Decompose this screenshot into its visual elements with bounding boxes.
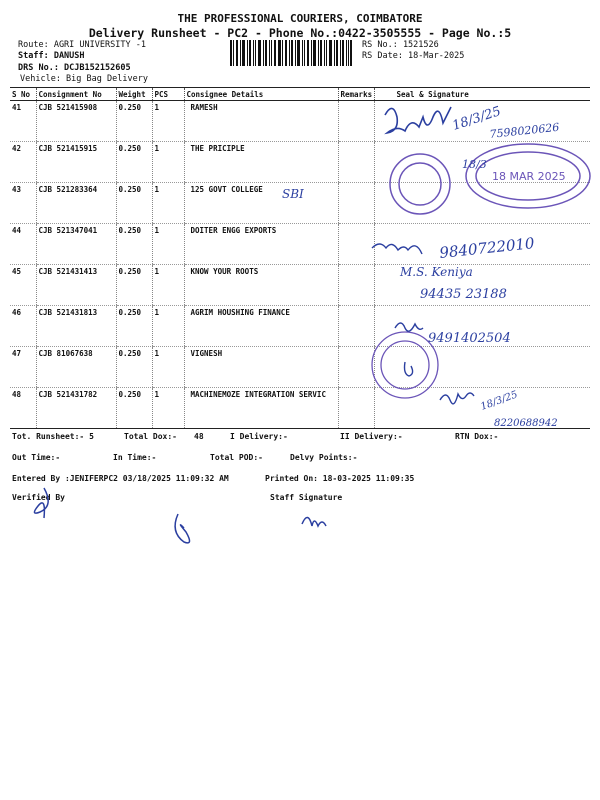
cell-sno: 45 xyxy=(10,265,36,306)
signature-row47 xyxy=(405,362,413,376)
cell-sno: 46 xyxy=(10,306,36,347)
hw-row46-phone: 9491402504 xyxy=(428,331,511,346)
total-dox-label: Total Dox:- xyxy=(124,432,177,441)
cell-pcs: 1 xyxy=(152,265,184,306)
cell-consignment: CJB 521347041 xyxy=(36,224,116,265)
cell-weight: 0.250 xyxy=(116,265,152,306)
col-weight: Weight xyxy=(116,88,152,101)
footer-signatures xyxy=(0,480,600,560)
hw-row48-date: 18/3/25 xyxy=(479,389,520,413)
cell-pcs: 1 xyxy=(152,142,184,183)
cell-pcs: 1 xyxy=(152,388,184,429)
hw-row42-date: 18/3 xyxy=(462,158,487,171)
cell-consignee: KNOW YOUR ROOTS xyxy=(184,265,338,306)
signature-row48 xyxy=(440,393,474,404)
cell-pcs: 1 xyxy=(152,183,184,224)
cell-sno: 41 xyxy=(10,101,36,142)
col-sno: S No xyxy=(10,88,36,101)
rs-date: RS Date: 18-Mar-2025 xyxy=(362,51,465,61)
cell-sno: 42 xyxy=(10,142,36,183)
cell-consignment: CJB 81067638 xyxy=(36,347,116,388)
verified-by-label: Verified By xyxy=(12,493,65,502)
verified-signature xyxy=(34,488,48,518)
col-consignment: Consignment No xyxy=(36,88,116,101)
verified-signature-2 xyxy=(175,514,189,543)
rs-number: RS No.: 1521526 xyxy=(362,40,439,50)
cell-pcs: 1 xyxy=(152,101,184,142)
staff-label: Staff: DANUSH xyxy=(18,51,85,61)
cell-consignment: CJB 521283364 xyxy=(36,183,116,224)
signature-row45 xyxy=(372,244,422,254)
vehicle-label: Vehicle: Big Bag Delivery xyxy=(20,74,148,84)
total-pod: Total POD:- xyxy=(210,453,263,462)
signature-row46 xyxy=(395,323,423,331)
cell-consignee: 125 GOVT COLLEGE xyxy=(184,183,338,224)
total-dox-value: 48 xyxy=(194,432,204,441)
cell-weight: 0.250 xyxy=(116,142,152,183)
hw-row44-phone: 9840722010 xyxy=(438,234,536,262)
out-time: Out Time:- xyxy=(12,453,61,462)
staff-signature xyxy=(302,517,326,526)
cell-consignment: CJB 521431413 xyxy=(36,265,116,306)
entered-by: Entered By :JENIFERPC2 03/18/2025 11:09:32 AM xyxy=(12,474,229,483)
cell-consignee: MACHINEMOZE INTEGRATION SERVIC xyxy=(184,388,338,429)
drs-number: DRS No.: DCJB152152605 xyxy=(18,63,131,73)
cell-sno: 47 xyxy=(10,347,36,388)
cell-weight: 0.250 xyxy=(116,224,152,265)
cell-consignee: VIGNESH xyxy=(184,347,338,388)
delvy-points: Delvy Points:- xyxy=(290,453,358,462)
ii-delivery: II Delivery:- xyxy=(340,432,403,441)
hw-row41-date: 18/3/25 xyxy=(450,104,503,134)
i-delivery: I Delivery:- xyxy=(230,432,288,441)
runsheet-subtitle: Delivery Runsheet - PC2 - Phone No.:0422-3505555 - Page No.:5 xyxy=(88,26,512,40)
cell-consignment: CJB 521431782 xyxy=(36,388,116,429)
cell-weight: 0.250 xyxy=(116,101,152,142)
cell-consignment: CJB 521431813 xyxy=(36,306,116,347)
cell-consignee: RAMESH xyxy=(184,101,338,142)
company-name: THE PROFESSIONAL COURIERS, COIMBATORE xyxy=(177,12,423,25)
signature-row41 xyxy=(385,107,451,133)
cell-consignment: CJB 521415908 xyxy=(36,101,116,142)
col-consignee: Consignee Details xyxy=(184,88,338,101)
col-remarks: Remarks xyxy=(338,88,374,101)
cell-pcs: 1 xyxy=(152,347,184,388)
cell-weight: 0.250 xyxy=(116,388,152,429)
hw-row41-phone: 7598020626 xyxy=(488,120,560,141)
cell-pcs: 1 xyxy=(152,306,184,347)
hw-row45-name: M.S. Keniya xyxy=(400,265,473,279)
stamp-date: 18 MAR 2025 xyxy=(492,170,566,183)
rtn-dox: RTN Dox:- xyxy=(455,432,499,441)
in-time: In Time:- xyxy=(113,453,157,462)
cell-consignment: CJB 521415915 xyxy=(36,142,116,183)
cell-consignee: DOITER ENGG EXPORTS xyxy=(184,224,338,265)
route-label: Route: AGRI UNIVERSITY -1 xyxy=(18,40,146,50)
staff-signature-label: Staff Signature xyxy=(270,493,343,502)
remark-row43: SBI xyxy=(282,187,304,201)
cell-weight: 0.250 xyxy=(116,347,152,388)
hw-row45-phone: 94435 23188 xyxy=(420,287,507,302)
cell-sno: 48 xyxy=(10,388,36,429)
tot-runsheet: Tot. Runsheet:- 5 xyxy=(12,432,94,441)
hw-row48-phone: 8220688942 xyxy=(494,418,558,429)
cell-pcs: 1 xyxy=(152,224,184,265)
cell-consignee: THE PRICIPLE xyxy=(184,142,338,183)
col-seal: Seal & Signature xyxy=(374,88,590,101)
cell-sno: 43 xyxy=(10,183,36,224)
cell-sno: 44 xyxy=(10,224,36,265)
cell-weight: 0.250 xyxy=(116,306,152,347)
cell-consignee: AGRIM HOUSHING FINANCE xyxy=(184,306,338,347)
col-pcs: PCS xyxy=(152,88,184,101)
cell-weight: 0.250 xyxy=(116,183,152,224)
printed-on: Printed On: 18-03-2025 11:09:35 xyxy=(265,474,415,483)
